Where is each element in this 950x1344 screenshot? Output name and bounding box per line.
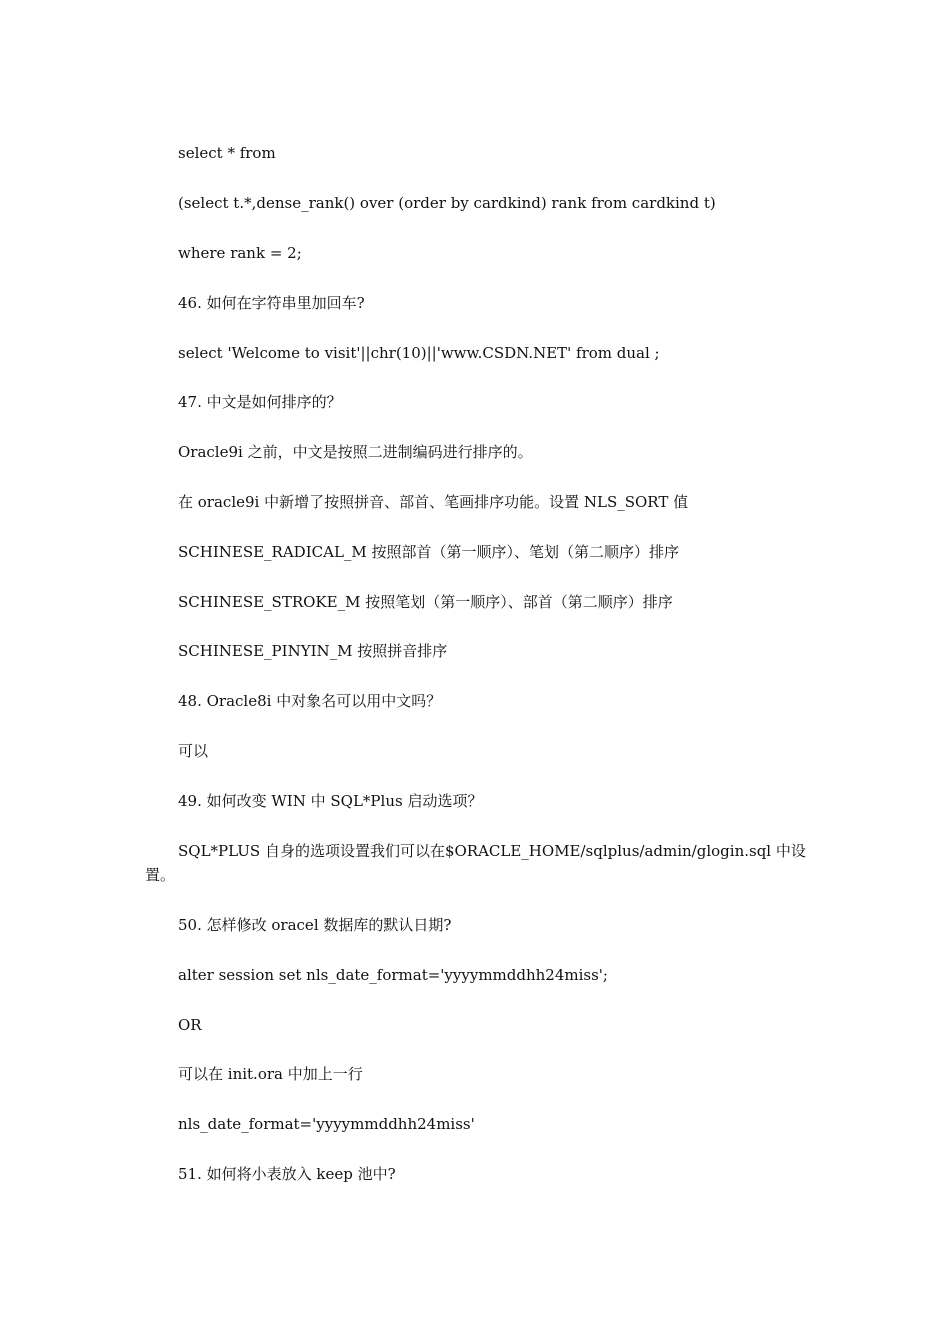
question-heading: 47. 中文是如何排序的？ xyxy=(178,393,342,411)
question-heading: 49. 如何改变 WIN 中 SQL*Plus 启动选项？ xyxy=(178,792,483,810)
question-heading: 51. 如何将小表放入 keep 池中? xyxy=(178,1165,396,1183)
text-line: select * from xyxy=(178,144,276,162)
text-line: select 'Welcome to visit'||chr(10)||'www.CSDN.NET' from dual ; xyxy=(178,344,660,362)
text-line: SQL*PLUS 自身的选项设置我们可以在$ORACLE_HOME/sqlplus/admin/glogin.sql 中设 xyxy=(178,842,806,860)
text-line: SCHINESE_STROKE_M 按照笔划（第一顺序）、部首（第二顺序）排序 xyxy=(178,593,673,611)
text-line: SCHINESE_PINYIN_M 按照拼音排序 xyxy=(178,642,448,660)
question-heading: 48. Oracle8i 中对象名可以用中文吗？ xyxy=(178,692,442,710)
text-line: SCHINESE_RADICAL_M 按照部首（第一顺序）、笔划（第二顺序）排序 xyxy=(178,543,680,561)
text-line: 在 oracle9i 中新增了按照拼音、部首、笔画排序功能。设置 NLS_SORT 值 xyxy=(178,493,689,511)
text-line: OR xyxy=(178,1016,202,1034)
question-heading: 46. 如何在字符串里加回车? xyxy=(178,294,365,312)
text-line: 可以在 init.ora 中加上一行 xyxy=(178,1065,363,1083)
question-heading: 50. 怎样修改 oracel 数据库的默认日期? xyxy=(178,916,452,934)
text-line: 置。 xyxy=(145,866,176,884)
text-line: 可以 xyxy=(178,742,209,760)
text-line: nls_date_format='yyyymmddhh24miss' xyxy=(178,1115,475,1133)
text-line: (select t.*,dense_rank() over (order by cardkind) rank from cardkind t) xyxy=(178,194,716,212)
text-line: alter session set nls_date_format='yyyymmddhh24miss'; xyxy=(178,966,608,984)
text-line: where rank = 2; xyxy=(178,244,302,262)
text-line: Oracle9i 之前，中文是按照二进制编码进行排序的。 xyxy=(178,443,533,461)
